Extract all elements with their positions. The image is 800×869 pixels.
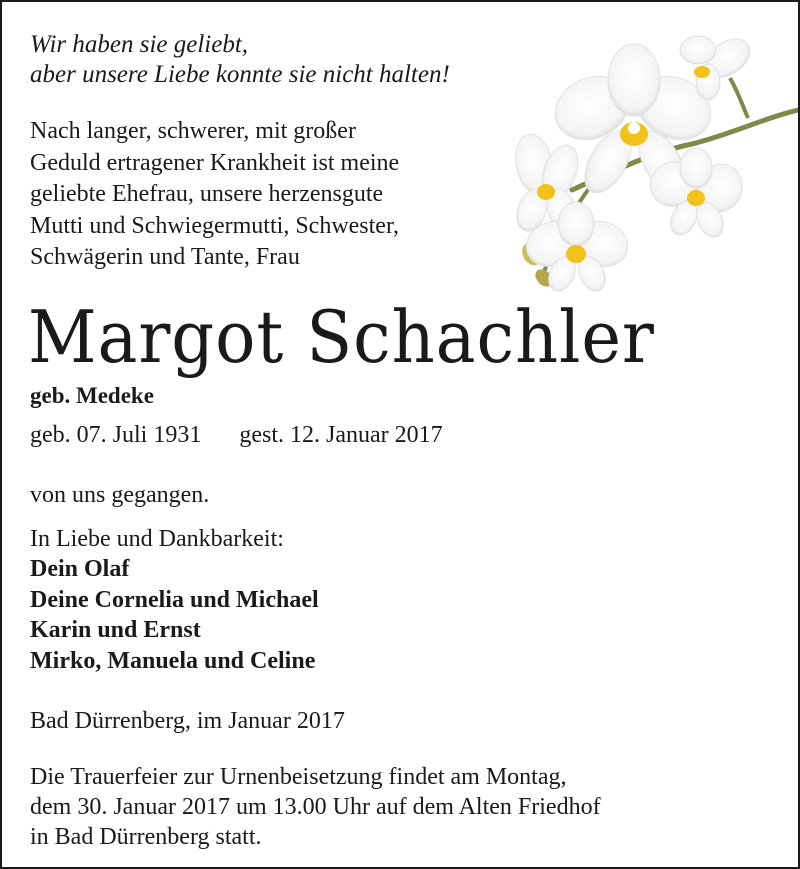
mourner-entry: Dein Olaf <box>30 556 130 582</box>
intro-line: Mutti und Schwiegermutti, Schwester, <box>30 212 399 239</box>
mourners-list <box>30 554 319 676</box>
service-line: dem 30. Januar 2017 um 13.00 Uhr auf dem Alten Friedhof <box>30 794 601 820</box>
death-date: gest. 12. Januar 2017 <box>239 422 443 448</box>
intro-line: Schwägerin und Tante, Frau <box>30 244 300 270</box>
quote-line: aber unsere Liebe konnte sie nicht halten! <box>30 61 450 88</box>
intro-line: Nach langer, schwerer, mit großer <box>30 118 356 144</box>
service-line: in Bad Dürrenberg statt. <box>30 824 262 850</box>
birth-date: geb. 07. Juli 1931 <box>30 422 202 448</box>
mourner-entry: Deine Cornelia und Michael <box>30 586 319 613</box>
funeral-service-info <box>30 762 601 852</box>
place-and-date: Bad Dürrenberg, im Januar 2017 <box>30 708 345 734</box>
intro-line: geliebte Ehefrau, unsere herzensgute <box>30 181 384 207</box>
deceased-name: Margot Schachler <box>28 295 655 379</box>
maiden-name: geb. Medeke <box>30 383 154 408</box>
mourner-entry: Karin und Ernst <box>30 617 201 643</box>
service-line: Die Trauerfeier zur Urnenbeisetzung findet am Montag, <box>30 764 567 790</box>
quote-line: Wir haben sie geliebt, <box>30 31 249 58</box>
passed-text: von uns gegangen. <box>30 482 210 508</box>
intro-text <box>30 116 399 274</box>
memorial-quote <box>30 30 450 90</box>
intro-line: Geduld ertragener Krankheit ist meine <box>30 149 400 176</box>
life-dates <box>30 420 443 450</box>
mourner-entry: Mirko, Manuela und Celine <box>30 647 316 674</box>
white-orchid-icon <box>502 22 798 292</box>
thanks-heading: In Liebe und Dankbarkeit: <box>30 526 284 552</box>
